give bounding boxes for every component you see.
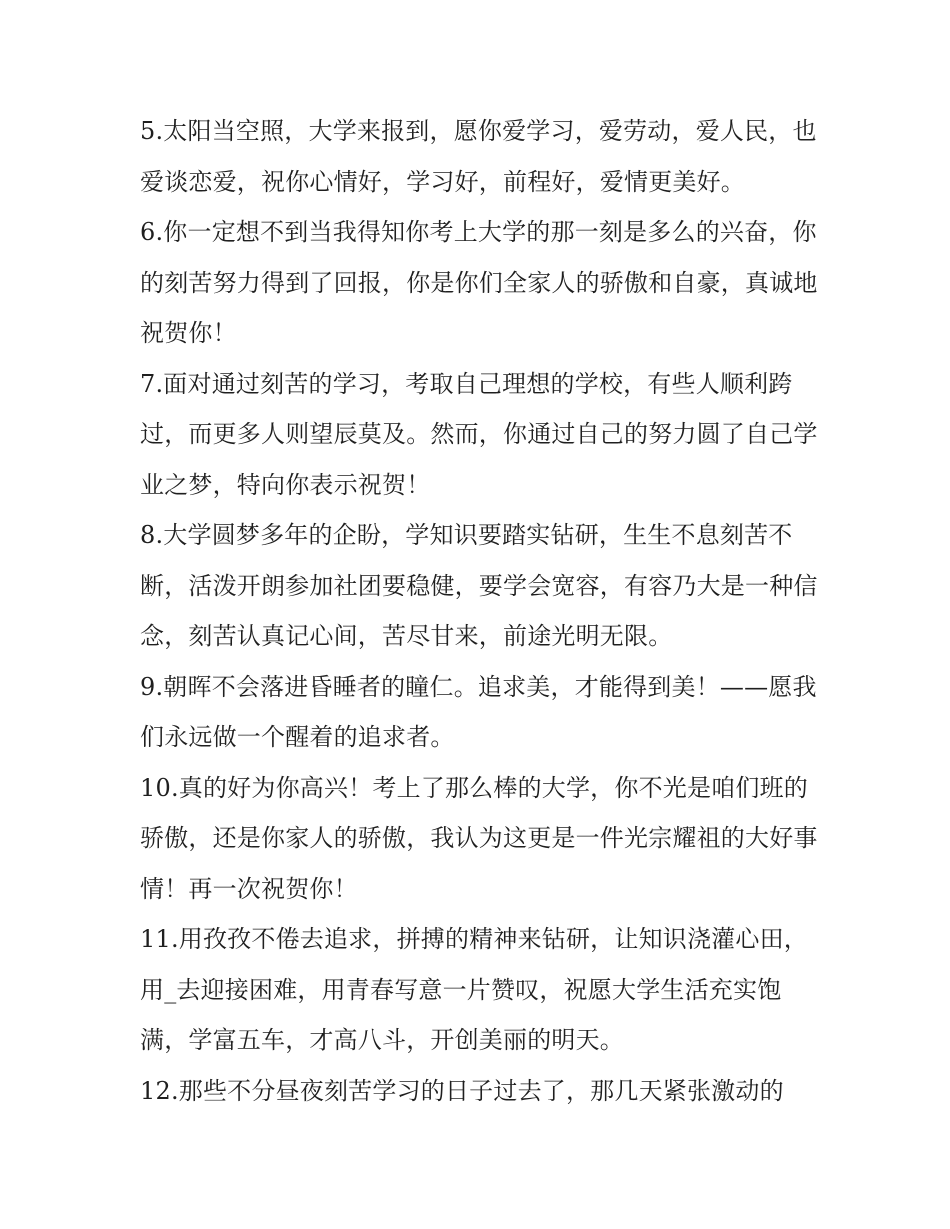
paragraph-8: 8.大学圆梦多年的企盼，学知识要踏实钻研，生生不息刻苦不断，活泼开朗参加社团要稳健，要学会宽容，有容乃大是一种信念，刻苦认真记心间，苦尽甘来，前途光明无限。 — [140, 521, 818, 650]
paragraph-6: 6.你一定想不到当我得知你考上大学的那一刻是多么的兴奋，你的刻苦努力得到了回报，你是你们全家人的骄傲和自豪，真诚地祝贺你！ — [140, 218, 818, 347]
paragraph-10: 10.真的好为你高兴！考上了那么棒的大学，你不光是咱们班的骄傲，还是你家人的骄傲，我认为这更是一件光宗耀祖的大好事情！再一次祝贺你！ — [140, 773, 818, 903]
paragraph-11: 11.用孜孜不倦去追求，拼搏的精神来钻研，让知识浇灌心田，用_去迎接困难，用青春写意一片赞叹，祝愿大学生活充实饱满，学富五车，才高八斗，开创美丽的明天。 — [140, 925, 808, 1054]
document-body — [140, 106, 820, 1116]
paragraph-7: 7.面对通过刻苦的学习，考取自己理想的学校，有些人顺利跨过，而更多人则望辰莫及。然而，你通过自己的努力圆了自己学业之梦，特向你表示祝贺！ — [140, 369, 818, 499]
paragraph-9: 9.朝晖不会落进昏睡者的瞳仁。追求美，才能得到美！——愿我们永远做一个醒着的追求者。 — [140, 672, 817, 751]
paragraph-5: 5.太阳当空照，大学来报到，愿你爱学习，爱劳动，爱人民，也爱谈恋爱，祝你心情好，学习好，前程好，爱情更美好。 — [140, 117, 817, 196]
paragraph-12: 12.那些不分昼夜刻苦学习的日子过去了，那几天紧张激动的 — [140, 1076, 784, 1105]
